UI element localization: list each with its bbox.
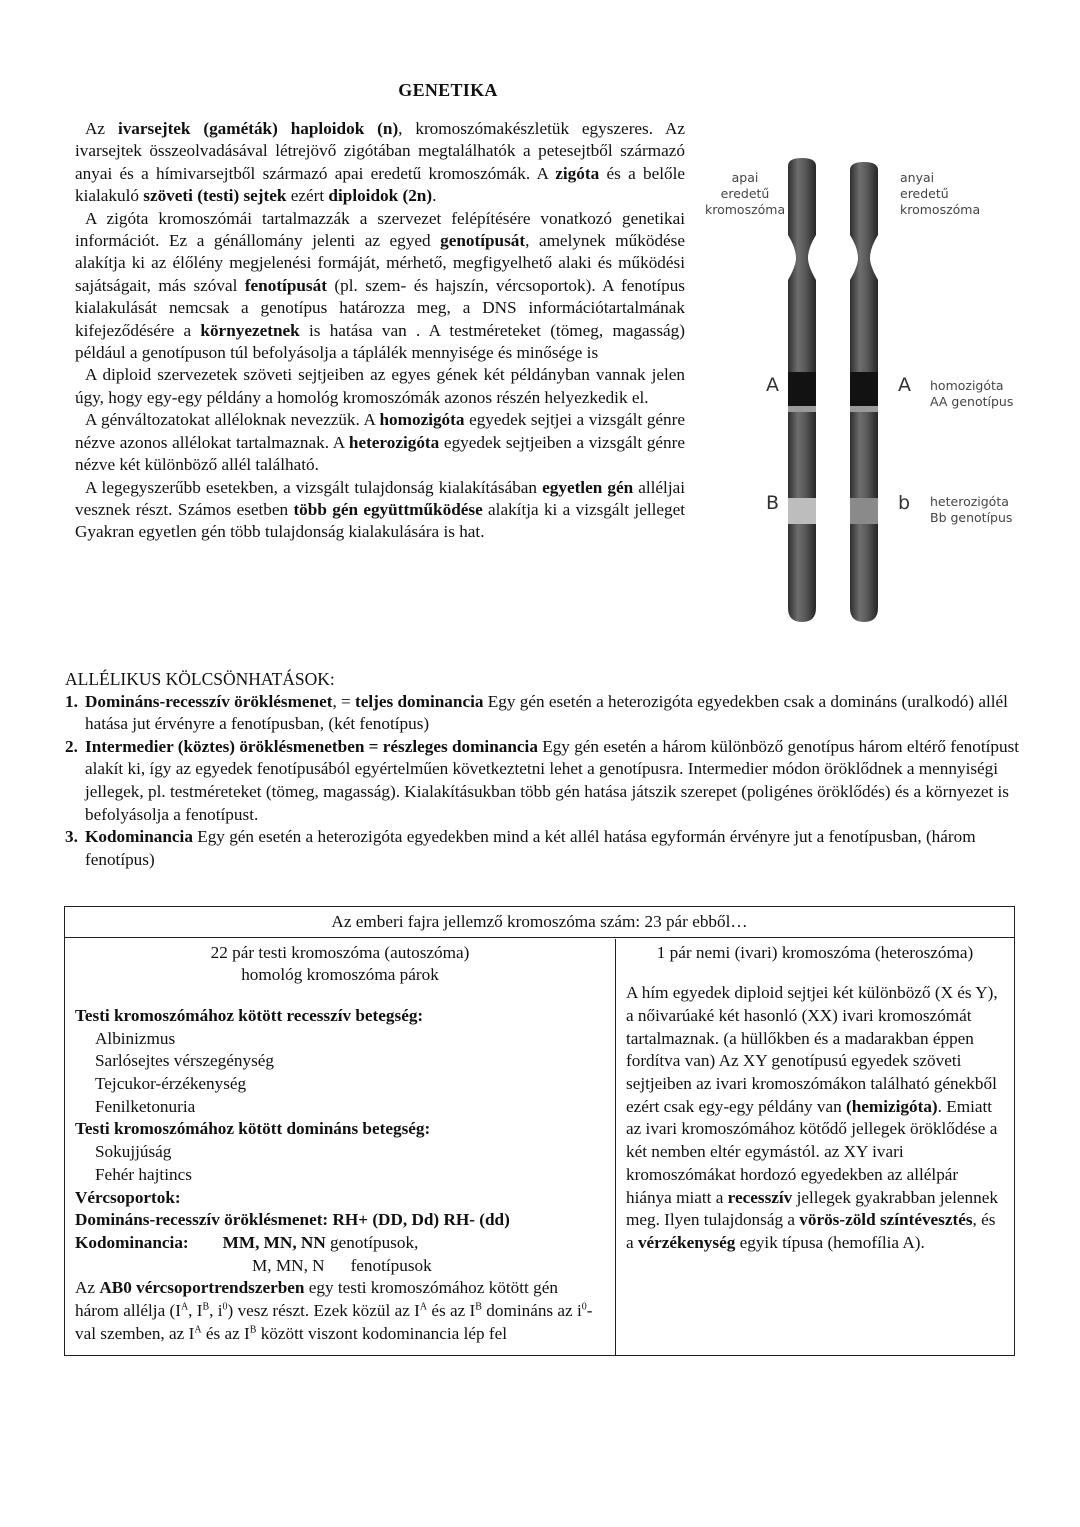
sex-chromosome-column	[616, 939, 1014, 1356]
codominance-phenotypes-suffix: fenotípusok	[350, 1255, 432, 1275]
list-number: 1.	[65, 691, 78, 711]
allele-band-A-right	[850, 372, 878, 406]
ab0-text: egy testi kromoszómához kötött gén három allélja (I	[75, 1278, 558, 1321]
intro-text	[75, 118, 685, 544]
sex-chromosome-text: A hím egyedek diploid sejtjei két különböző (X és Y), a nőivarúaké két hasonló (XX) ivari kromoszómát tartalmaznak. (a hüllőkben és a madarakban éppen fordítva van) Az XY genotípusú egyedek szöveti sejtjeiben az ivari kromoszómákon található génekből ezért csak egy-egy példány van (hemizigóta). Emiatt az ivari kromoszómához kötődő jellegek öröklődése a két nemben eltér egymástól. az XY ivari kromoszómákat hordozó egyedekben az allélpár hiánya miatt a recesszív jellegek gyakrabban jelennek meg. Ilyen tulajdonság a vörös-zöld színtévesztés, és a vérzékenység egyik típusa (hemofília A).	[626, 983, 998, 1252]
allele-band-A-left	[788, 372, 816, 406]
allelic-interactions	[65, 668, 1025, 871]
allele-band-b-right	[850, 498, 878, 524]
allele-B-left-label: B	[766, 492, 780, 514]
paternal-label: apai eredetű kromoszóma	[705, 170, 786, 217]
ab0-pre: Az	[75, 1278, 100, 1298]
list-item-text: Domináns-recesszív öröklésmenet, = teljes dominancia Egy gén esetén a heterozigóta egyedekben csak a domináns (uralkodó) allél hatása jut érvényre a fenotípusban, (két fenotípus)	[85, 691, 1008, 734]
homozygous-label: homozigóta AA genotípus	[930, 378, 1014, 409]
list-item: Sokujjúság	[95, 1142, 172, 1162]
page-title: GENETIKA	[398, 80, 498, 100]
ab0-paragraph: Az AB0 vércsoportrendszerben egy testi kromoszómához kötött gén három allélja ($I^A$, $I^B$, $i^0$) vesz részt. Ezek közül az $I^A$ és az $I^B$ domináns az $i^0$-val szemben, az $I^A$ és az $I^B$ között viszont kodominancia lép fel	[75, 1278, 593, 1343]
ab0-end: kodominancia lép fel	[361, 1323, 508, 1343]
codominance-genotypes-suffix: genotípusok,	[325, 1232, 419, 1252]
intro-paragraph: A zigóta kromoszómái tartalmazzák a szervezet felépítésére vonatkozó genetikai információt. Ez a génállomány jelenti az egyed genotípusát, amelynek működése alakítja ki az élőlény megjelenési formáját, mérhető, megfigyelhető alaki és működési sajátságait, más szóval fenotípusát (pl. szem- és hajszín, vércsoportok). A fenotípus kialakulását nemcsak a genotípus határozza meg, a DNS információtartalmának kifejeződésére a környezetnek is hatása van . A testméreteket (tömeg, magasság) például a genotípuson túl befolyásolja a táplálék mennyisége és minősége is	[75, 208, 685, 363]
autosome-subtitle: homológ kromoszóma párok	[241, 965, 439, 985]
intro-paragraph: Az ivarsejtek (gaméták) haploidok (n), kromoszómakészletük egyszeres. Az ivarsejtek összeolvadásával létrejövő zigótában megtalálhatók a petesejtből származó anyai és a hímivarsejtből származó apai eredetű kromoszómák. A zigóta és a belőle kialakuló szöveti (testi) sejtek ezért diploidok (2n).	[75, 119, 686, 206]
maternal-label: anyai eredetű kromoszóma	[900, 170, 981, 217]
maternal-chromosome	[850, 162, 878, 622]
autosome-title: 22 pár testi kromoszóma (autoszóma)	[210, 942, 470, 962]
heterozygous-label: heterozigóta Bb genotípus	[930, 494, 1013, 525]
intro-paragraph: A diploid szervezetek szöveti sejtjeiben az egyes gének két példányban vannak jelen úgy, hogy egy-egy példány a homológ kromoszómák azonos részén helyezkedik el.	[75, 365, 685, 407]
allele-A-right-label: A	[898, 374, 911, 396]
blood-group-heading: Vércsoportok:	[75, 1187, 181, 1207]
list-item: Tejcukor-érzékenység	[95, 1074, 247, 1094]
phenotype-line	[75, 1255, 605, 1278]
intro-paragraph: A génváltozatokat alléloknak nevezzük. A homozigóta egyedek sejtjei a vizsgált génre nézve azonos allélokat tartalmaznak. A heterozigóta egyedek sejtjeiben a vizsgált génre nézve két különböző allél található.	[75, 410, 685, 475]
list-item	[65, 826, 1025, 871]
table-header: Az emberi fajra jellemző kromoszóma szám: 23 pár ebből…	[65, 907, 1014, 938]
allele-A-left-label: A	[766, 374, 779, 396]
list-item: Sarlósejtes vérszegénység	[95, 1051, 274, 1071]
recessive-heading: Testi kromoszómához kötött recesszív betegség:	[75, 1005, 424, 1025]
ab0-bold: AB0 vércsoportrendszerben	[99, 1278, 305, 1298]
allele-b-right-label: b	[898, 492, 911, 514]
list-item	[65, 736, 1025, 826]
dominant-heading: Testi kromoszómához kötött domináns betegség:	[75, 1119, 431, 1139]
intro-paragraph: A legegyszerűbb esetekben, a vizsgált tulajdonság kialakításában egyetlen gén alléljai vesznek részt. Számos esetben több gén együttműködése alakítja ki a vizsgált jelleget Gyakran egyetlen gén több tulajdonság kialakulására is hat.	[75, 477, 686, 542]
sex-chromosome-title: 1 pár nemi (ivari) kromoszóma (heteroszóma)	[656, 942, 974, 962]
list-item-text: Kodominancia Egy gén esetén a heterozigóta egyedekben mind a két allél hatása egyformán érvényre jut a fenotípusban, (három fenotípus)	[85, 827, 976, 869]
list-item	[65, 691, 1025, 736]
codominance-line	[75, 1232, 605, 1255]
codominance-phenotypes: M, MN, N	[252, 1255, 325, 1275]
autosome-column	[65, 939, 616, 1356]
list-item-text: Intermedier (köztes) öröklésmenetben = részleges dominancia Egy gén esetén a három különböző genotípus három eltérő fenotípust alakít ki, így az egyedek fenotípusából egyértelműen következtetni lehet a genotípusra. Intermedier módon öröklődnek a mennyiségi jellegek, pl. testméreteket (tömeg, magasság). Kialakításukban több gén hatása játszik szerepet (poligénes öröklődés) és a környezet is befolyásolja a fenotípust.	[85, 736, 1020, 824]
chromosome-figure	[700, 140, 1018, 630]
allele-band-B-left	[788, 498, 816, 524]
list-number: 2.	[65, 736, 78, 756]
allelic-heading: ALLÉLIKUS KÖLCSÖNHATÁSOK:	[65, 669, 335, 689]
list-item: Fehér hajtincs	[95, 1164, 192, 1184]
paternal-chromosome	[788, 158, 816, 622]
list-number: 3.	[65, 827, 78, 847]
list-item: Albinizmus	[95, 1028, 176, 1048]
rh-line: Domináns-recesszív öröklésmenet: RH+ (DD, Dd) RH- (dd)	[75, 1210, 510, 1230]
chromosome-table	[64, 906, 1015, 1356]
codominance-label: Kodominancia:	[75, 1232, 189, 1252]
codominance-genotypes: MM, MN, NN	[222, 1232, 326, 1252]
list-item: Fenilketonuria	[95, 1096, 196, 1116]
